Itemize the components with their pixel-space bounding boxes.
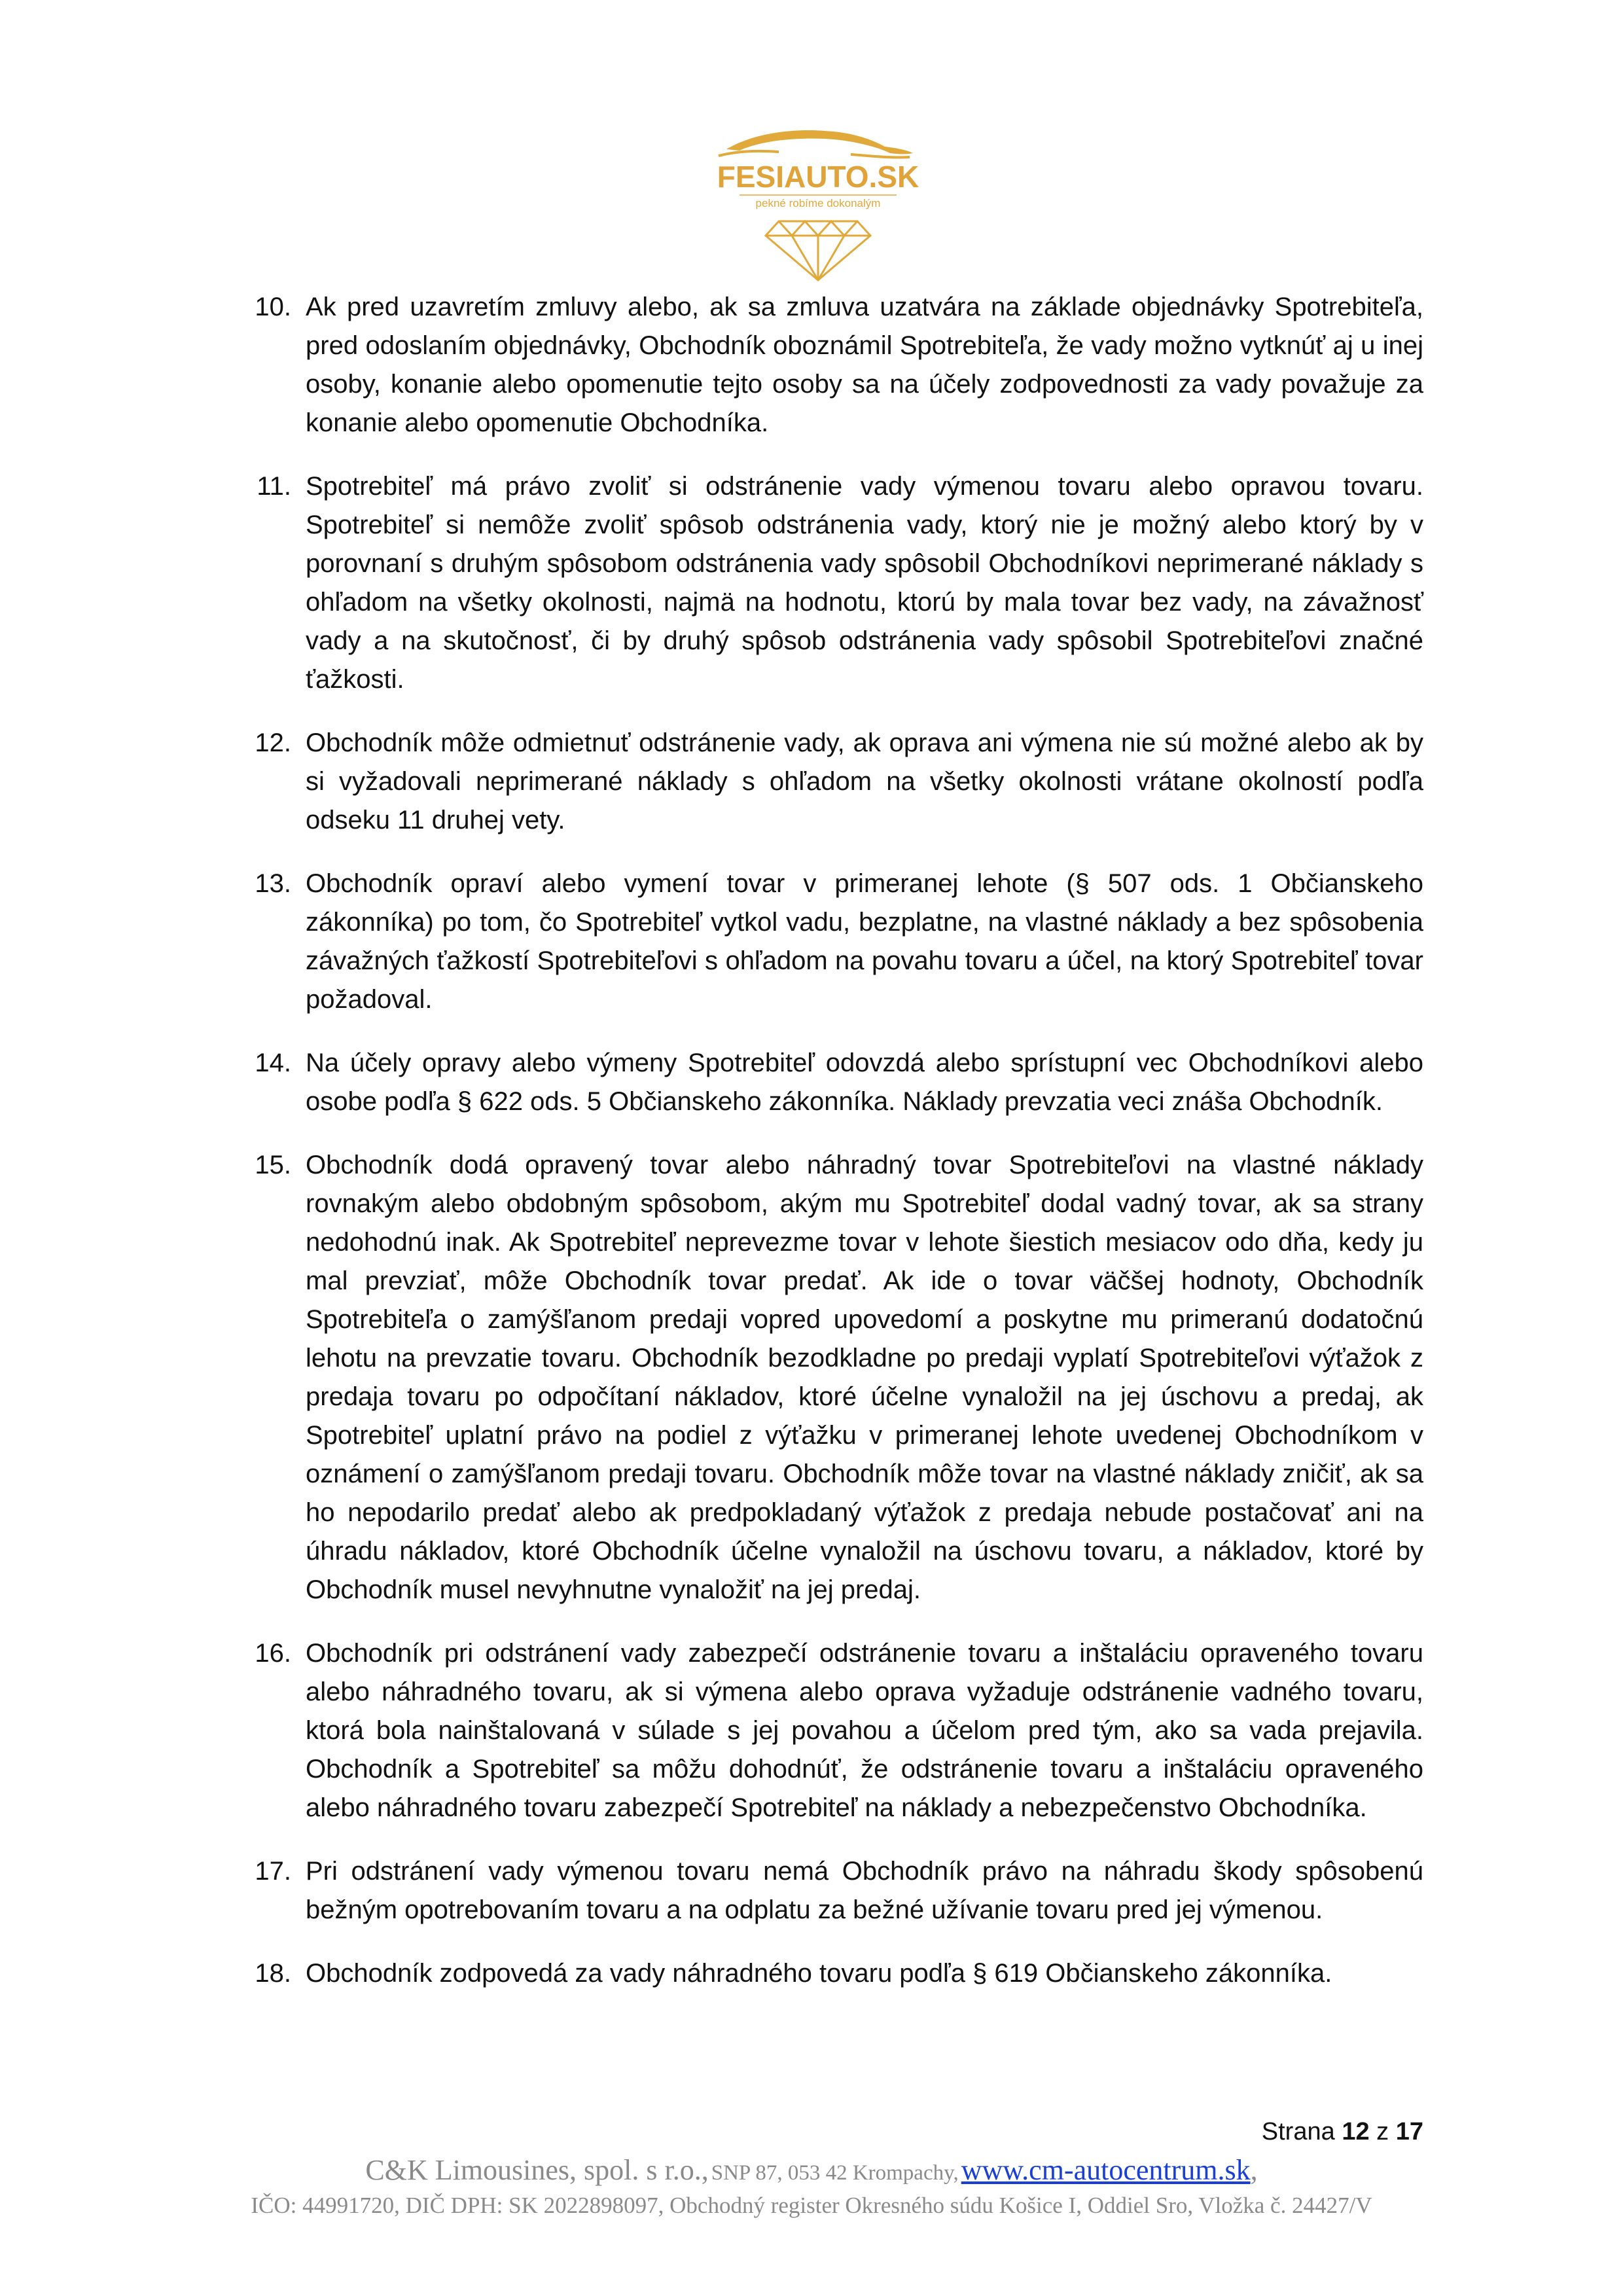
clause-item: [236, 1044, 1423, 1121]
clause-number: 11.: [257, 472, 291, 501]
clause-text: Pri odstránení vady výmenou tovaru nemá Obchodník právo na náhradu škody spôsobenú bežným opotrebovaním tovaru a na odplatu za bežné užívanie tovaru pred jej výmenou.: [306, 1857, 1423, 1924]
clause-number: 17.: [255, 1857, 291, 1886]
footer-website-link[interactable]: www.cm-autocentrum.sk: [961, 2154, 1251, 2186]
clause-item: [236, 1954, 1423, 1993]
logo-brand-text: FESIAUTO.SK: [717, 160, 919, 194]
clause-number: 14.: [255, 1049, 291, 1077]
clause-text: Obchodník môže odmietnuť odstránenie vady, ak oprava ani výmena nie sú možné alebo ak by si vyžadovali neprimerané náklady s ohľadom na všetky okolnosti vrátane okolností podľa odseku 11 druhej vety.: [306, 728, 1423, 834]
clause-item: [236, 1852, 1423, 1929]
clause-text: Obchodník pri odstránení vady zabezpečí odstránenie tovaru a inštaláciu opraveného tovaru alebo náhradného tovaru, ak si výmena alebo oprava vyžaduje odstránenie vadného tovaru, ktorá bola nainštalovaná v súlade s jej povahou a účelom pred tým, ako sa vada prejavila. Obchodník a Spotrebiteľ sa môžu dohodnúť, že odstránenie tovaru a inštaláciu opraveného alebo náhradného tovaru zabezpečí Spotrebiteľ na náklady a nebezpečenstvo Obchodníka.: [306, 1639, 1423, 1822]
clause-number: 18.: [255, 1959, 291, 1988]
page-number: [1262, 2118, 1423, 2146]
page-label: Strana: [1261, 2118, 1335, 2145]
clause-item: [236, 865, 1423, 1019]
clause-text: Obchodník dodá opravený tovar alebo náhradný tovar Spotrebiteľovi na vlastné náklady rovnakým alebo obdobným spôsobom, akým mu Spotrebiteľ dodal vadný tovar, ak sa strany nedohodnú inak. Ak Spotrebiteľ neprevezme tovar v lehote šiestich mesiacov odo dňa, kedy ju mal prevziať, môže Obchodník tovar predať. Ak ide o tovar väčšej hodnoty, Obchodník Spotrebiteľa o zamýšľanom predaji vopred upovedomí a poskytne mu primeranú dodatočnú lehotu na prevzatie tovaru. Obchodník bezodkladne po predaji vyplatí Spotrebiteľovi výťažok z predaja tovaru po odpočítaní nákladov, ktoré účelne vynaložil na jej úschovu a predaj, ak Spotrebiteľ uplatní právo na podiel z výťažku v primeranej lehote uvedenej Obchodníkom v oznámení o zamýšľanom predaji tovaru. Obchodník môže tovar na vlastné náklady zničiť, ak sa ho nepodarilo predať alebo ak predpokladaný výťažok z predaja nebude postačovať ani na úhradu nákladov, ktoré Obchodník účelne vynaložil na úschovu tovaru, a nákladov, ktoré by Obchodník musel nevyhnutne vynaložiť na jej predaj.: [306, 1151, 1423, 1604]
clause-text: Obchodník opraví alebo vymení tovar v primeranej lehote (§ 507 ods. 1 Občianskeho zákonníka) po tom, čo Spotrebiteľ vytkol vadu, bezplatne, na vlastné náklady a bez spôsobenia závažných ťažkostí Spotrebiteľovi s ohľadom na povahu tovaru a účel, na ktorý Spotrebiteľ tovar požadoval.: [306, 869, 1423, 1014]
clause-text: Na účely opravy alebo výmeny Spotrebiteľ odovzdá alebo sprístupní vec Obchodníkovi alebo osobe podľa § 622 ods. 5 Občianskeho zákonníka. Náklady prevzatia veci znáša Obchodník.: [306, 1049, 1423, 1116]
logo-tagline-text: pekné robíme dokonalým: [755, 197, 881, 209]
clause-number: 12.: [255, 728, 291, 757]
page-of: z: [1376, 2118, 1389, 2145]
clause-item: [236, 288, 1423, 442]
clause-item: [236, 1146, 1423, 1609]
total-pages: 17: [1395, 2118, 1423, 2145]
clause-text: Obchodník zodpovedá za vady náhradného tovaru podľa § 619 Občianskeho zákonníka.: [306, 1959, 1332, 1988]
clause-list: [236, 288, 1423, 2018]
clause-text: Ak pred uzavretím zmluvy alebo, ak sa zmluva uzatvára na základe objednávky Spotrebiteľa, pred odoslaním objednávky, Obchodník oboznámil Spotrebiteľa, že vady možno vytknúť aj u inej osoby, konanie alebo opomenutie tejto osoby sa na účely zodpovednosti za vady považuje za konanie alebo opomenutie Obchodníka.: [306, 293, 1423, 437]
footer-comma: ,: [1250, 2154, 1258, 2186]
footer-company-name: C&K Limousines, spol. s r.o.,: [365, 2154, 709, 2186]
clause-number: 16.: [255, 1639, 291, 1668]
footer-registration-line: IČO: 44991720, DIČ DPH: SK 2022898097, Obchodný register Okresného súdu Košice I, Oddiel Sro, Vložka č. 24427/V: [251, 2193, 1372, 2218]
clause-text: Spotrebiteľ má právo zvoliť si odstránenie vady výmenou tovaru alebo opravou tovaru. Spotrebiteľ si nemôže zvoliť spôsob odstránenia vady, ktorý nie je možný alebo ktorý by v porovnaní s druhým spôsobom odstránenia vady spôsobil Obchodníkovi neprimerané náklady s ohľadom na všetky okolnosti, najmä na hodnotu, ktorú by mala tovar bez vady, na závažnosť vady a na skutočnosť, či by druhý spôsob odstránenia vady spôsobil Spotrebiteľovi značné ťažkosti.: [306, 472, 1423, 694]
clause-number: 13.: [255, 869, 291, 898]
clause-item: [236, 724, 1423, 840]
current-page: 12: [1342, 2118, 1370, 2145]
clause-item: [236, 1634, 1423, 1827]
clause-number: 15.: [255, 1151, 291, 1179]
clause-item: [236, 467, 1423, 699]
footer-company-line: [0, 2153, 1623, 2187]
clause-number: 10.: [255, 293, 291, 321]
company-logo: [713, 124, 923, 281]
footer-address: SNP 87, 053 42 Krompachy,: [711, 2161, 959, 2185]
